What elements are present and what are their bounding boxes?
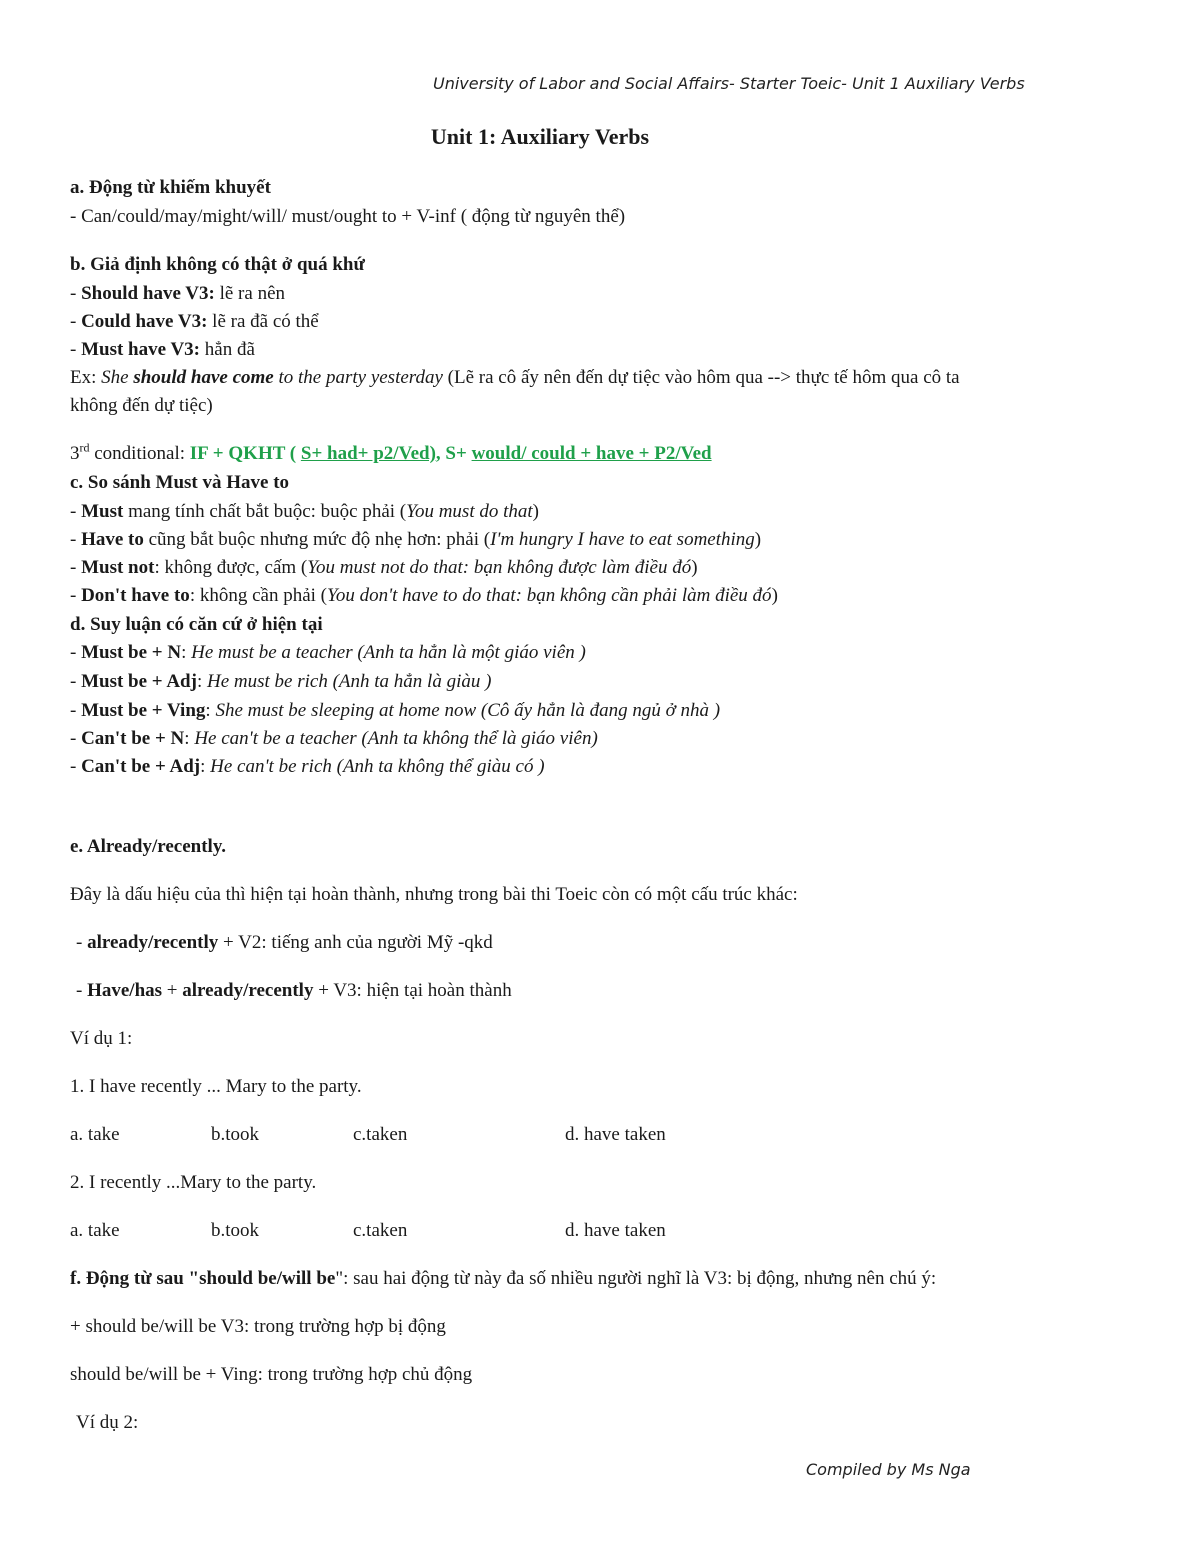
page-header: University of Labor and Social Affairs- Starter Toeic- Unit 1 Auxiliary Verbs <box>433 74 1025 93</box>
section-d-item: - Can't be + Adj: He can't be rich (Anh ta không thể giàu có ) <box>70 756 545 777</box>
question-1: 1. I have recently ... Mary to the party. <box>70 1076 362 1097</box>
section-f-line: should be/will be + Ving: trong trường hợp chủ động <box>70 1364 473 1385</box>
option-c: c.taken <box>353 1124 408 1145</box>
option-c: c.taken <box>353 1220 408 1241</box>
section-b-item: - Must have V3: hẳn đã <box>70 339 255 360</box>
example-2-label: Ví dụ 2: <box>76 1412 139 1433</box>
section-c-item: - Must mang tính chất bắt buộc: buộc phải (You must do that) <box>70 501 539 522</box>
third-conditional: 3rd conditional: IF + QKHT ( S+ had+ p2/Ved), S+ would/ could + have + P2/Ved <box>70 440 712 464</box>
option-b: b.took <box>211 1220 260 1241</box>
option-d: d. have taken <box>565 1220 666 1241</box>
section-f-heading: f. Động từ sau "should be/will be": sau hai động từ này đa số nhiều người nghĩ là V3: bị động, nhưng nên chú ý: <box>70 1268 937 1289</box>
section-f-line: + should be/will be V3: trong trường hợp bị động <box>70 1316 446 1337</box>
page-footer: Compiled by Ms Nga <box>806 1460 971 1479</box>
question-2: 2. I recently ...Mary to the party. <box>70 1172 317 1193</box>
page-title: Unit 1: Auxiliary Verbs <box>430 124 650 149</box>
section-b-item: - Should have V3: lẽ ra nên <box>70 283 285 304</box>
section-b-example-cont: không đến dự tiệc) <box>70 395 213 416</box>
section-d-item: - Must be + Ving: She must be sleeping at home now (Cô ấy hẳn là đang ngủ ở nhà ) <box>70 700 721 721</box>
section-b-item: - Could have V3: lẽ ra đã có thể <box>70 311 319 332</box>
section-e-rule: - already/recently + V2: tiếng anh của người Mỹ -qkd <box>76 932 493 953</box>
section-a-line: - Can/could/may/might/will/ must/ought to + V-inf ( động từ nguyên thể) <box>70 206 626 227</box>
section-e-heading: e. Already/recently. <box>70 836 227 857</box>
section-d-item: - Must be + Adj: He must be rich (Anh ta hẳn là giàu ) <box>70 671 492 692</box>
section-d-item: - Must be + N: He must be a teacher (Anh ta hẳn là một giáo viên ) <box>70 642 586 663</box>
option-a: a. take <box>70 1124 120 1145</box>
section-b-heading: b. Giả định không có thật ở quá khứ <box>70 254 365 275</box>
section-c-item: - Must not: không được, cấm (You must not do that: bạn không được làm điều đó) <box>70 557 698 578</box>
option-b: b.took <box>211 1124 260 1145</box>
section-e-intro: Đây là dấu hiệu của thì hiện tại hoàn thành, nhưng trong bài thi Toeic còn có một cấu trúc khác: <box>70 884 798 905</box>
option-a: a. take <box>70 1220 120 1241</box>
section-c-item: - Have to cũng bắt buộc nhưng mức độ nhẹ hơn: phải (I'm hungry I have to eat something) <box>70 529 762 550</box>
option-d: d. have taken <box>565 1124 666 1145</box>
section-c-item: - Don't have to: không cần phải (You don't have to do that: bạn không cần phải làm điều đó) <box>70 585 778 606</box>
section-d-item: - Can't be + N: He can't be a teacher (Anh ta không thể là giáo viên) <box>70 728 598 749</box>
example-1-label: Ví dụ 1: <box>70 1028 133 1049</box>
section-b-example: Ex: She should have come to the party yesterday (Lẽ ra cô ấy nên đến dự tiệc vào hôm qua --> thực tế hôm qua cô ta <box>70 367 960 388</box>
section-a-heading: a. Động từ khiếm khuyết <box>70 177 271 198</box>
section-c-heading: c. So sánh Must và Have to <box>70 472 290 493</box>
section-d-heading: d. Suy luận có căn cứ ở hiện tại <box>70 614 323 635</box>
section-e-rule: - Have/has + already/recently + V3: hiện tại hoàn thành <box>76 980 512 1001</box>
